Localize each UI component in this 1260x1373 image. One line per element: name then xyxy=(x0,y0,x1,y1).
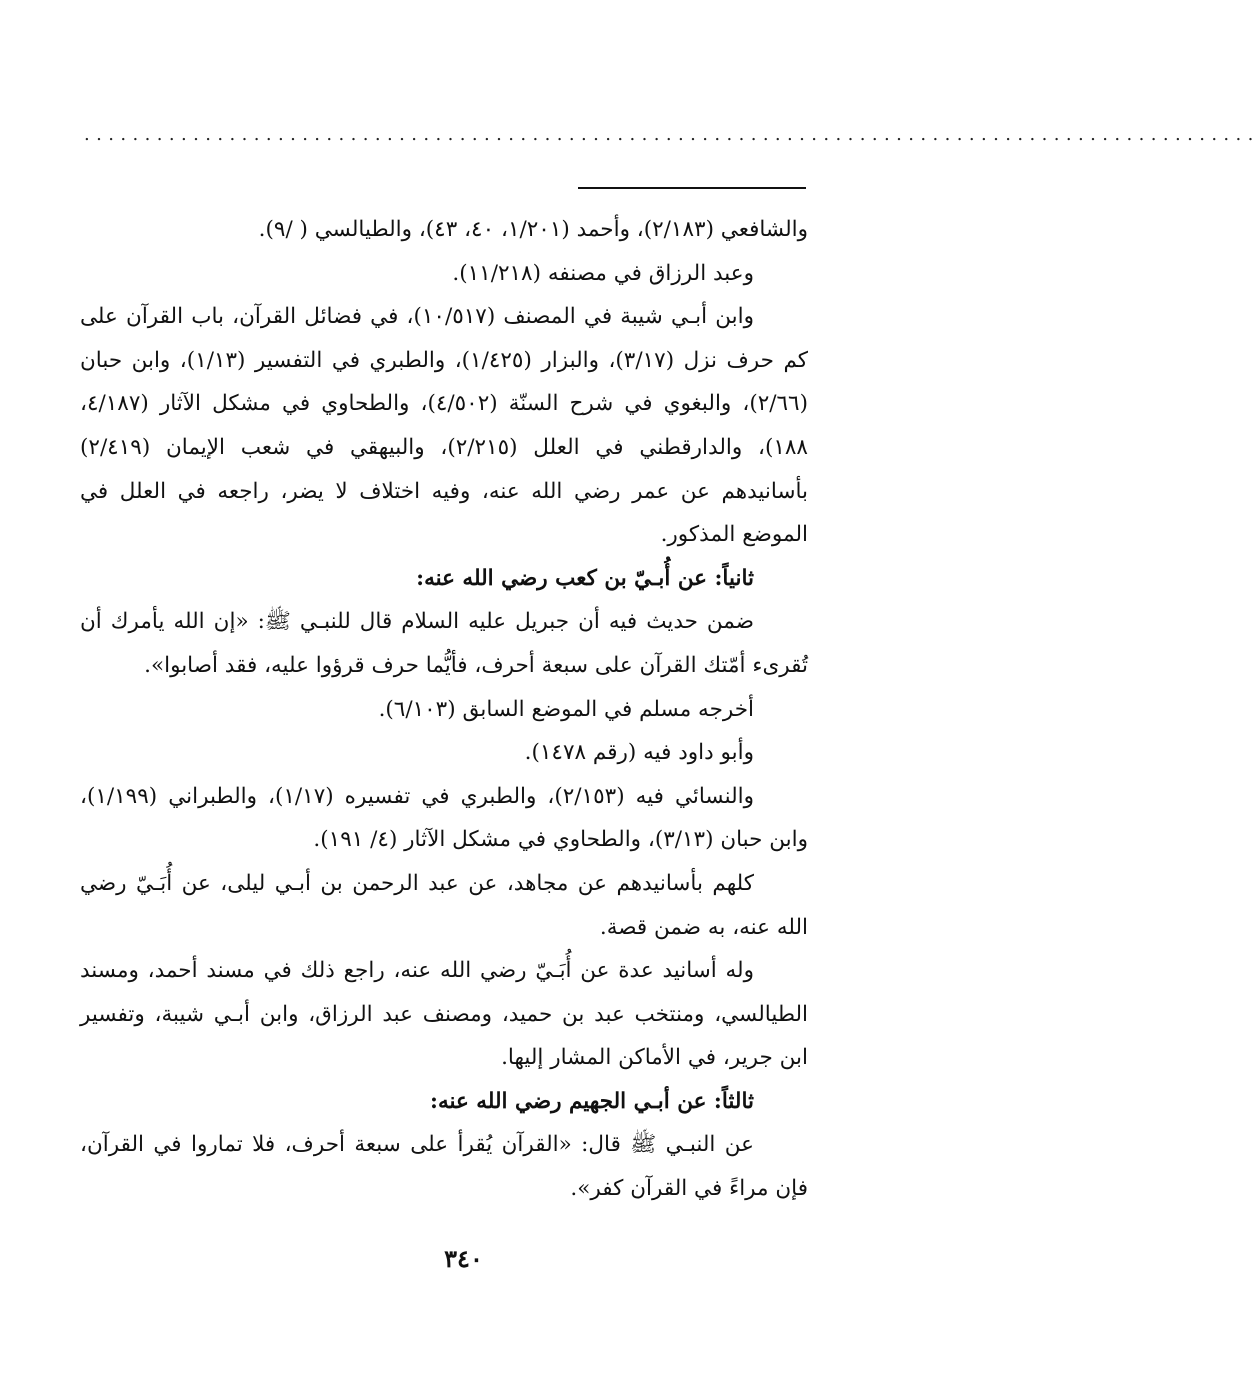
paragraph-chain-mujahid: كلهم بأسانيدهم عن مجاهد، عن عبد الرحمن بن أبـي ليلى، عن أُبَـيّ رضي الله عنه، به ضمن قصة. xyxy=(80,870,808,940)
section-heading-third: ثالثاً: عن أبـي الجهيم رضي الله عنه: xyxy=(430,1088,754,1114)
paragraph-citation-muslim: أخرجه مسلم في الموضع السابق (٦/١٠٣). xyxy=(378,696,754,722)
paragraph-hadith-ubayy: ضمن حديث فيه أن جبريل عليه السلام قال للنبـي ﷺ: «إن الله يأمرك أن تُقرىء أمّتك القرآن على سبعة أحرف، فأيُّما حرف قرؤوا عليه، فقد أصابوا». xyxy=(80,609,808,678)
page-body xyxy=(80,208,808,1211)
paragraph-hadith-abi-juhaym: عن النبـي ﷺ قال: «القرآن يُقرأ على سبعة أحرف، فلا تماروا في القرآن، فإن مراءً في القرآن كفر». xyxy=(80,1132,808,1202)
page-number: ٣٤٠ xyxy=(444,1244,483,1273)
paragraph-other-chains: وله أسانيد عدة عن أُبَـيّ رضي الله عنه، راجع ذلك في مسند أحمد، ومسند الطيالسي، ومنتخب عبد بن حميد، ومصنف عبد الرزاق، وابن أبـي شيبة، وتفسير ابن جرير، في الأماكن المشار إليها. xyxy=(80,958,808,1071)
section-heading-second: ثانياً: عن أُبـيّ بن كعب رضي الله عنه: xyxy=(416,565,754,591)
dotted-separator: ................................................................................................. xyxy=(84,124,1260,145)
paragraph-citation-abu-dawud: وأبو داود فيه (رقم ١٤٧٨). xyxy=(524,740,754,766)
paragraph-citation-nasai: والنسائي فيه (٢/١٥٣)، والطبري في تفسيره (١/١٧)، والطبراني (١/١٩٩)، وابن حبان (٣/١٣)، والطحاوي في مشكل الآثار (٤/ ١٩١). xyxy=(80,783,808,853)
paragraph-citation-abdulrazzaq: وعبد الرزاق في مصنفه (١١/٢١٨). xyxy=(452,260,754,286)
footnote-rule xyxy=(578,187,806,189)
paragraph-citation-ibn-abi-shayba: وابن أبـي شيبة في المصنف (١٠/٥١٧)، في فضائل القرآن، باب القرآن على كم حرف نزل (٣/١٧)، والبزار (١/٤٢٥)، والطبري في التفسير (١/١٣)، وابن حبان (٢/٦٦)، والبغوي في شرح السنّة (٤/٥٠٢)، والطحاوي في مشكل الآثار (٤/١٨٧، ١٨٨)، والدارقطني في العلل (٢/٢١٥)، والبيهقي في شعب الإيمان (٢/٤١٩) بأسانيدهم عن عمر رضي الله عنه، وفيه اختلاف لا يضر، راجعه في العلل في الموضع المذكور. xyxy=(80,304,808,548)
paragraph-citation-shafii: والشافعي (٢/١٨٣)، وأحمد (١/٢٠١، ٤٠، ٤٣)، والطيالسي ( /٩). xyxy=(258,217,808,242)
